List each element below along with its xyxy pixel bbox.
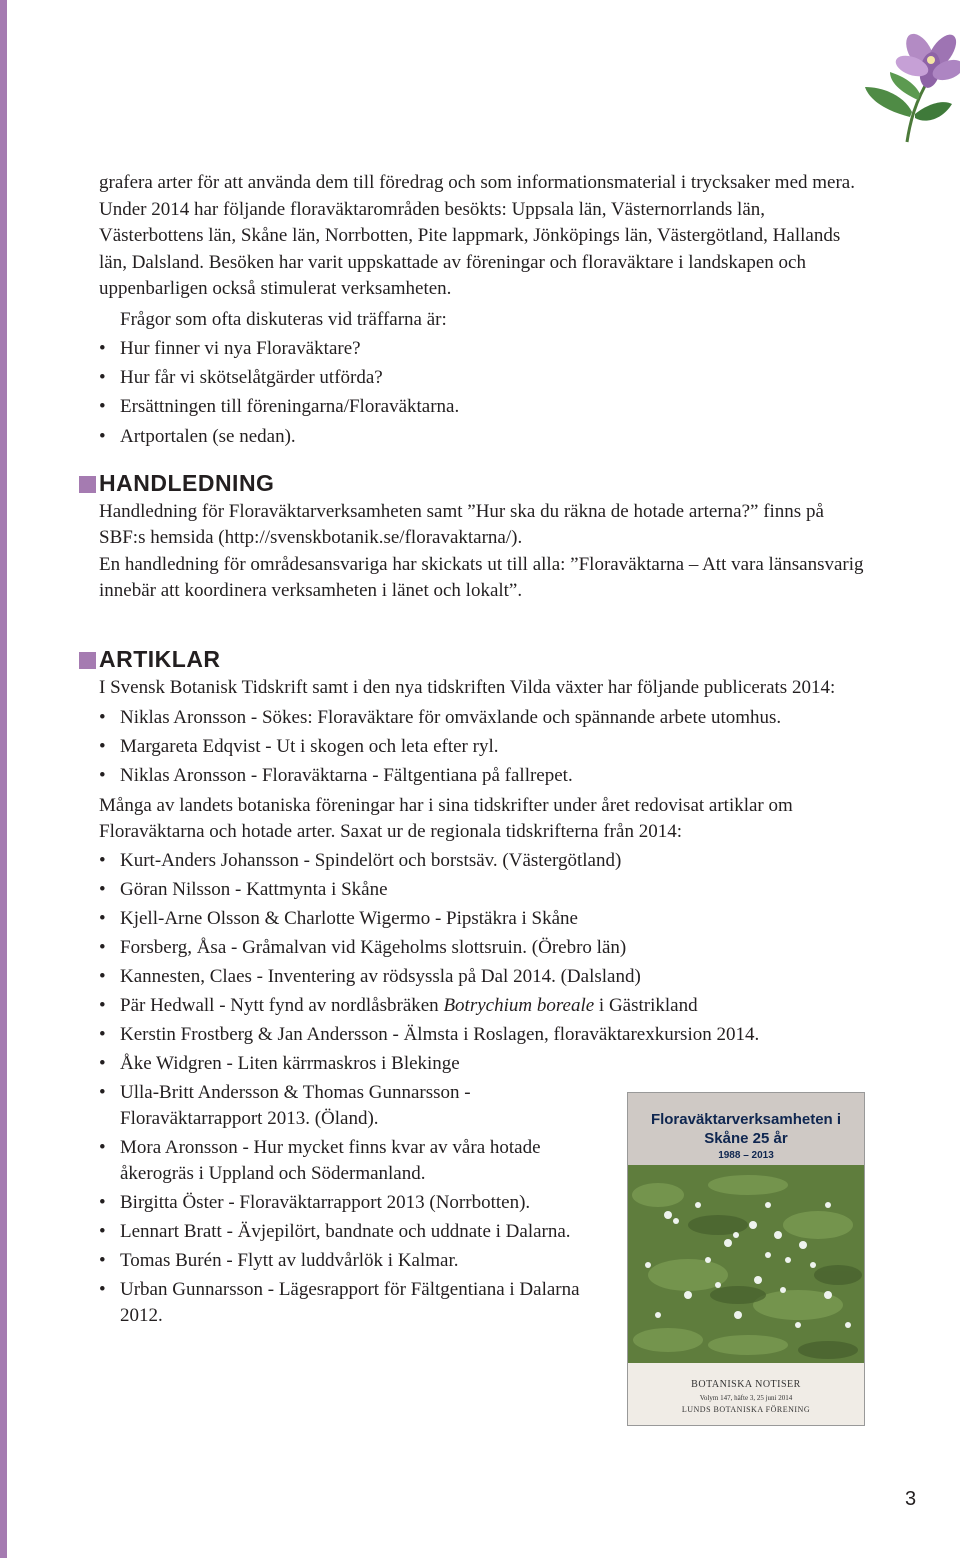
handledning-para2: En handledning för områdesansvariga har skickats ut till alla: ”Floraväktarna – Att vara länsansvarig innebär att koordinera verksamheten i länet och lokalt”. (99, 553, 864, 602)
hedwall-before: Pär Hedwall - Nytt fynd av nordlåsbräken (120, 994, 444, 1016)
intro-paragraph: grafera arter för att använda dem till föredrag och som informationsmaterial i trycksaker med mera. Under 2014 har följande floraväktarområden besökts: Uppsala län, Västernorrlands län, Västerbottens län, Skåne län, Norrbotten, Pite lappmark, Jönköpings län, Västergötland, Hallands län, Dalsland. Besöken har varit uppskattade av föreningar och floraväktare i landskapen och uppenbarligen också stimulerat verksamheten. (99, 172, 855, 299)
list-item: • Ulla-Britt Andersson & Thomas Gunnarsson - Floraväktarrapport 2013. (Öland). (99, 1080, 610, 1132)
list-item: • Kannesten, Claes - Inventering av rödsyssla på Dal 2014. (Dalsland) (99, 964, 869, 990)
page-number: 3 (905, 1488, 917, 1510)
list-item: • Birgitta Öster - Floraväktarrapport 2013 (Norrbotten). (99, 1190, 610, 1216)
list-item: • Hur finner vi nya Floraväktare? (99, 336, 869, 362)
cover-title-line2: Skåne 25 år (704, 1130, 788, 1147)
cover-title-band (628, 1093, 864, 1165)
section-heading-artiklar (99, 645, 869, 675)
list-item: • Tomas Burén - Flytt av luddvårlök i Kalmar. (99, 1248, 610, 1274)
list-item: • Lennart Bratt - Ävjepilört, bandnate och uddnate i Dalarna. (99, 1219, 610, 1245)
list-item: • Forsberg, Åsa - Gråmalvan vid Kägeholms slottsruin. (Örebro län) (99, 935, 869, 961)
cover-footer (628, 1363, 864, 1425)
cover-volume: Volym 147, häfte 3, 25 juni 2014 (699, 1394, 793, 1402)
heading-text: HANDLEDNING (99, 470, 275, 497)
square-marker-icon (79, 652, 96, 669)
section-heading-handledning (99, 469, 869, 499)
list-item: • Niklas Aronsson - Sökes: Floraväktare för omväxlande och spännande arbete utomhus. (99, 705, 869, 731)
cover-photo (628, 1165, 864, 1363)
questions-lead: Frågor som ofta diskuteras vid träffarna är: (120, 308, 447, 330)
list-item: • Åke Widgren - Liten kärrmaskros i Blekinge (99, 1051, 610, 1077)
journal-cover-image (627, 1092, 865, 1426)
hedwall-after: i Gästrikland (594, 994, 698, 1016)
list-item: • Ersättningen till föreningarna/Floraväktarna. (99, 394, 869, 420)
left-accent-bar (0, 0, 7, 1558)
list-item: • Margareta Edqvist - Ut i skogen och leta efter ryl. (99, 734, 869, 760)
list-item: • Göran Nilsson - Kattmynta i Skåne (99, 877, 869, 903)
list-item: • Kurt-Anders Johansson - Spindelört och borstsäv. (Västergötland) (99, 848, 869, 874)
artiklar-list-2 (99, 848, 869, 1048)
list-item: • Kerstin Frostberg & Jan Andersson - Älmsta i Roslagen, floraväktarexkursion 2014. (99, 1022, 869, 1048)
questions-list (99, 336, 869, 450)
handledning-para1: Handledning för Floraväktarverksamheten samt ”Hur ska du räkna de hotade arterna?” finns på SBF:s hemsida (http://svenskbotanik.se/floravaktarna/). (99, 500, 824, 549)
heading-text: ARTIKLAR (99, 646, 221, 673)
list-item: • Hur får vi skötselåtgärder utförda? (99, 365, 869, 391)
cover-society: LUNDS BOTANISKA FÖRENING (681, 1405, 811, 1414)
list-item: • Kjell-Arne Olsson & Charlotte Wigermo - Pipstäkra i Skåne (99, 906, 869, 932)
list-item: • Niklas Aronsson - Floraväktarna - Fältgentiana på fallrepet. (99, 763, 869, 789)
square-marker-icon (79, 476, 96, 493)
species-name: Botrychium boreale (443, 994, 595, 1016)
list-item: • Artportalen (se nedan). (99, 424, 869, 450)
list-item (99, 993, 869, 1019)
artiklar-list-1 (99, 705, 869, 789)
artiklar-para2: Många av landets botaniska föreningar har i sina tidskrifter under året redovisat artiklar om Floraväktarna och hotade arter. Saxat ur de regionala tidskrifterna från 2014: (99, 794, 793, 843)
list-item: • Mora Aronsson - Hur mycket finns kvar av våra hotade åkerogräs i Uppland och Södermanland. (99, 1135, 610, 1187)
list-item: • Urban Gunnarsson - Lägesrapport för Fältgentiana i Dalarna 2012. (99, 1277, 610, 1329)
cover-years: 1988 – 2013 (718, 1150, 774, 1161)
violet-flower-icon (860, 22, 960, 152)
cover-journal: BOTANISKA NOTISER (691, 1379, 801, 1390)
artiklar-intro: I Svensk Botanisk Tidskrift samt i den nya tidskriften Vilda växter har följande publicerats 2014: (99, 676, 836, 698)
cover-title-line1: Floraväktarverksamheten i (650, 1111, 842, 1128)
